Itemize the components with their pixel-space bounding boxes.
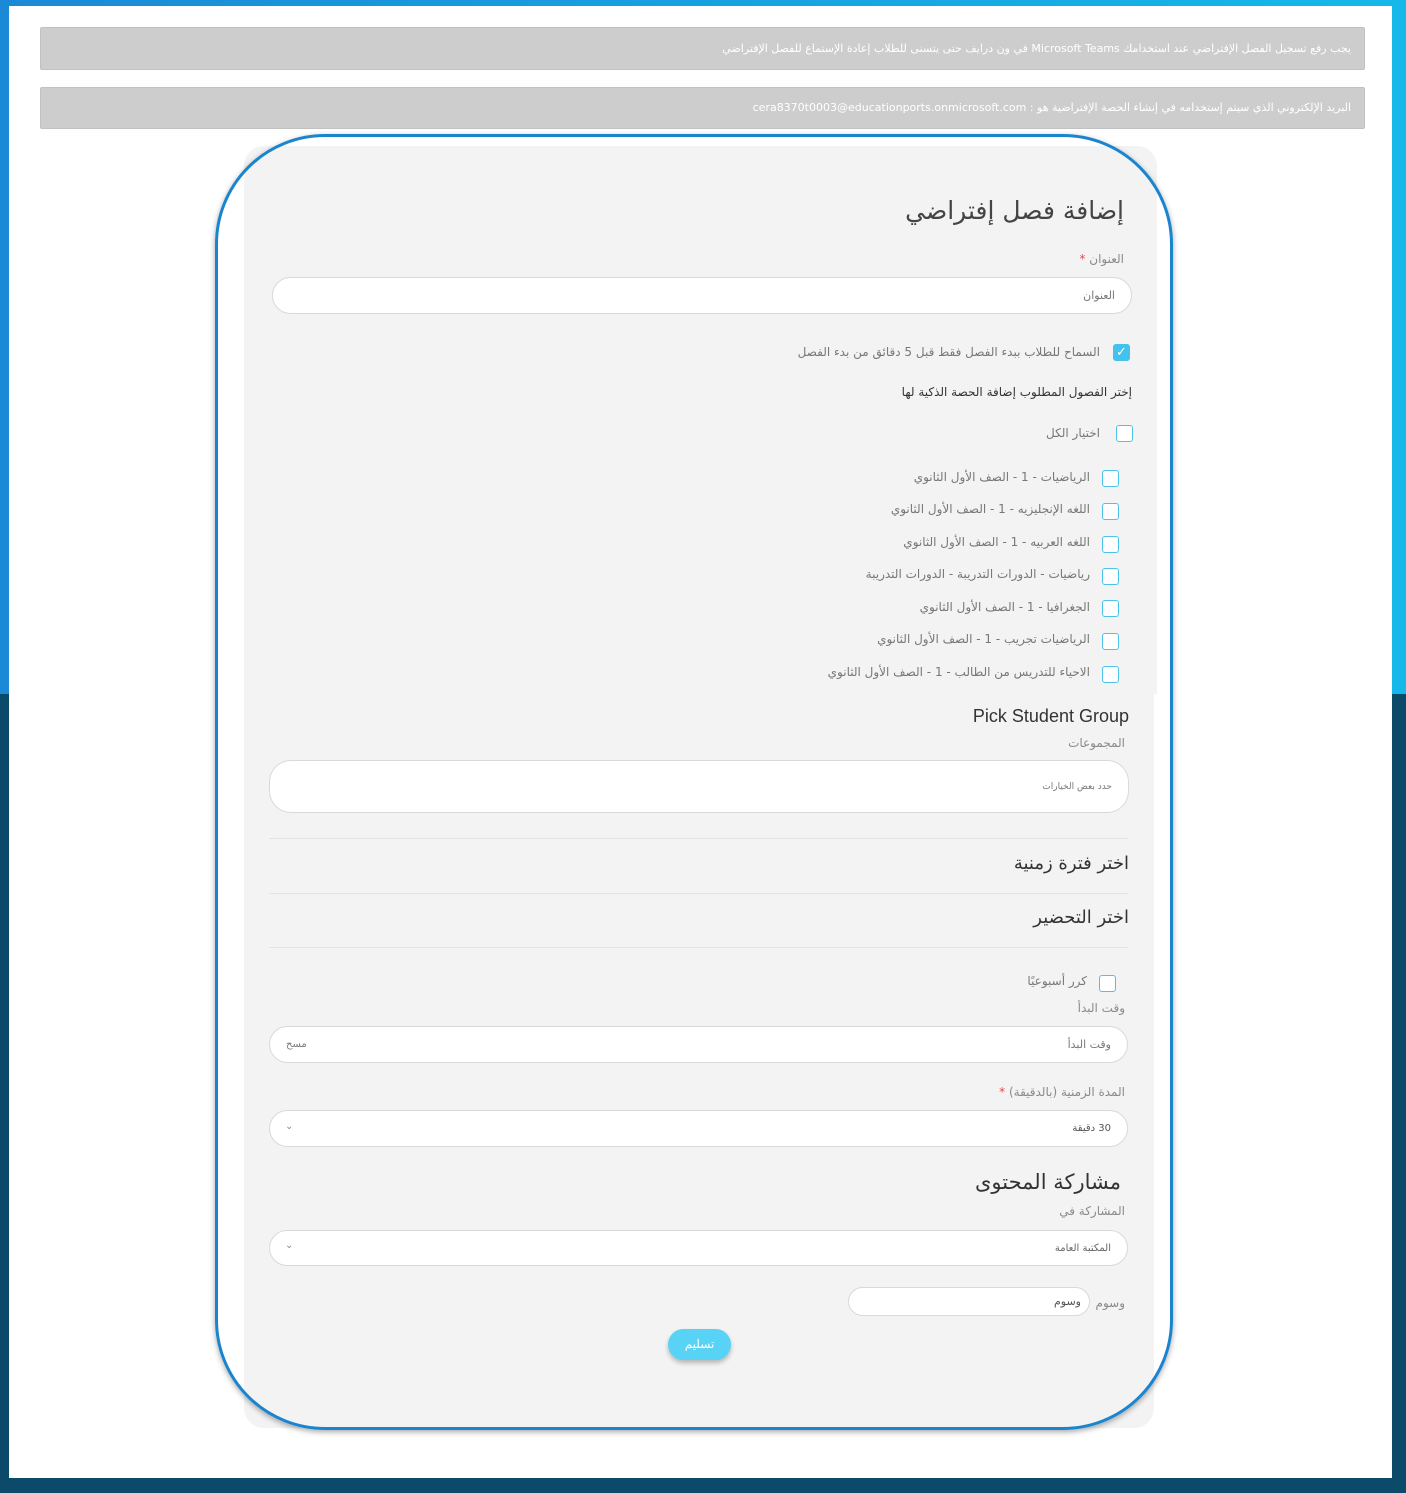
repeat-weekly-label: كرر أسبوعيًا — [1027, 974, 1087, 988]
class-label-2: اللغه الإنجليزيه - 1 - الصف الأول الثانوي — [890, 502, 1090, 516]
chevron-down-icon: ⌄ — [285, 1240, 294, 1251]
chevron-down-icon: ⌄ — [285, 1121, 294, 1132]
tags-input[interactable] — [848, 1287, 1090, 1316]
allow-start-checkbox[interactable] — [1113, 344, 1130, 361]
check-icon: ✓ — [1116, 345, 1127, 360]
class-label-3: اللغه العربيه - 1 - الصف الأول الثانوي — [903, 535, 1090, 549]
class-label-4: رياضيات - الدورات التدريبة - الدورات التدريبة — [865, 567, 1090, 581]
repeat-weekly-checkbox[interactable] — [1099, 975, 1116, 992]
title-input-placeholder: العنوان — [1083, 289, 1115, 302]
recording-notice: يجب رفع تسجيل الفصل الإفتراضي عند استخدامك Microsoft Teams في ون درايف حتى يتسنى للطلاب إعادة الإستماع للفصل الإفتراضي — [40, 27, 1365, 70]
class-checkbox-6[interactable] — [1102, 633, 1119, 650]
email-notice: البريد الإلكتروني الذي سيتم إستخدامه في إنشاء الحصة الإفتراضية هو : cera8370t0003@educationports.onmicrosoft.com — [40, 87, 1365, 129]
class-label-1: الرياضيات - 1 - الصف الأول الثانوي — [913, 470, 1090, 484]
class-checkbox-4[interactable] — [1102, 568, 1119, 585]
divider — [269, 947, 1128, 948]
share-in-label: المشاركة في — [1059, 1204, 1125, 1218]
content-sharing-heading: مشاركة المحتوى — [974, 1170, 1121, 1194]
student-group-heading: Pick Student Group — [972, 706, 1129, 726]
tags-label: وسوم — [1095, 1296, 1125, 1310]
class-checkbox-5[interactable] — [1102, 600, 1119, 617]
class-checkbox-2[interactable] — [1102, 503, 1119, 520]
class-label-6: الرياضيات تجريب - 1 - الصف الأول الثانوي — [877, 632, 1090, 646]
duration-select[interactable] — [269, 1110, 1128, 1147]
class-label-5: الجغرافيا - 1 - الصف الأول الثانوي — [919, 600, 1090, 614]
attendance-heading[interactable]: اختر التحضير — [1033, 907, 1129, 928]
groups-placeholder: حدد بعض الخيارات — [1042, 781, 1112, 792]
duration-label: المدة الزمنية (بالدقيقة) * — [999, 1085, 1125, 1099]
start-time-input[interactable] — [269, 1026, 1128, 1063]
class-label-7: الاحياء للتدريس من الطالب - 1 - الصف الأول الثانوي — [827, 665, 1090, 679]
class-checkbox-3[interactable] — [1102, 536, 1119, 553]
divider — [269, 893, 1128, 894]
clear-button[interactable]: مسح — [286, 1039, 307, 1050]
submit-button[interactable]: تسليم — [668, 1329, 731, 1360]
groups-label: المجموعات — [1068, 736, 1125, 750]
select-all-label: اختيار الكل — [1046, 426, 1100, 440]
duration-value: 30 دقيقة — [1072, 1123, 1111, 1134]
classes-heading: إختر الفصول المطلوب إضافة الحصة الذكية لها — [901, 385, 1132, 399]
tags-placeholder: وسوم — [1053, 1295, 1081, 1308]
title-field-label: العنوان * — [1079, 252, 1124, 266]
start-time-placeholder: وقت البدأ — [1067, 1038, 1111, 1051]
share-in-select[interactable] — [269, 1230, 1128, 1266]
form-title: إضافة فصل إفتراضي — [905, 196, 1124, 225]
select-all-checkbox[interactable] — [1116, 425, 1133, 442]
share-in-value: المكتبة العامة — [1054, 1242, 1111, 1254]
class-checkbox-7[interactable] — [1102, 666, 1119, 683]
allow-start-label: السماح للطلاب ببدء الفصل فقط قبل 5 دقائق من بدء الفصل — [797, 345, 1100, 359]
class-checkbox-1[interactable] — [1102, 470, 1119, 487]
time-period-heading[interactable]: اختر فترة زمنية — [1013, 853, 1129, 874]
groups-multiselect[interactable] — [269, 760, 1129, 813]
divider — [269, 838, 1128, 839]
title-input[interactable] — [272, 277, 1132, 314]
start-time-label: وقت البدأ — [1077, 1001, 1125, 1015]
